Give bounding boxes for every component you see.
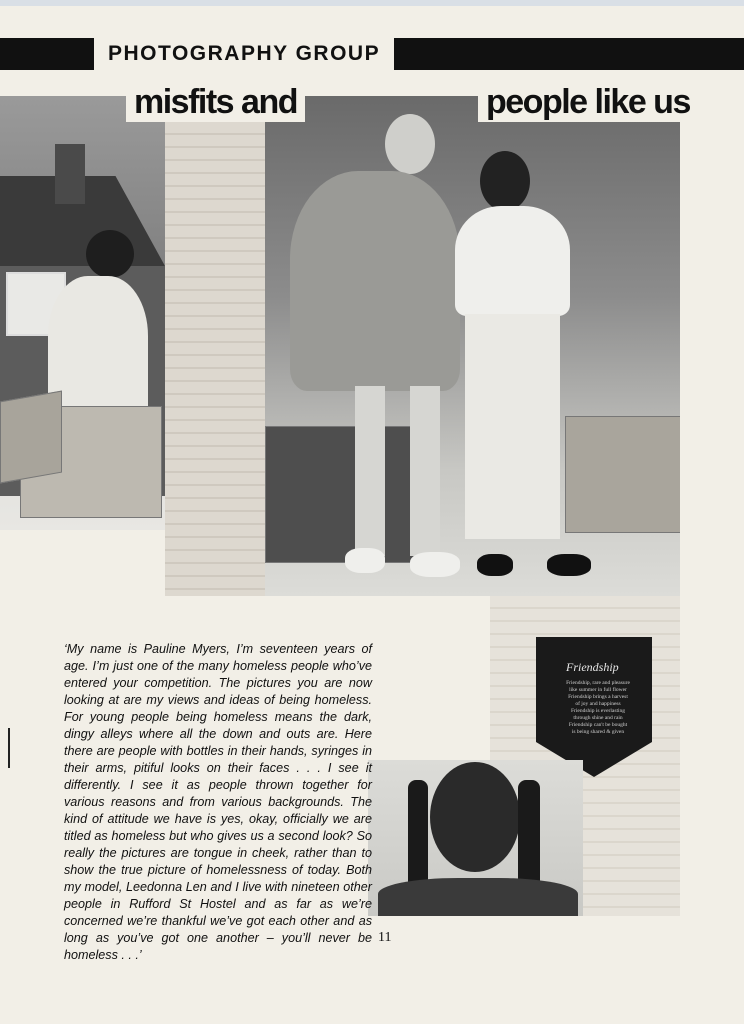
woman-shirt — [455, 206, 570, 316]
photographer-quote: ‘My name is Pauline Myers, I’m seventeen years of age. I’m just one of the many homeless people who’ve entered your competition. The pictures you are now looking at are my views and ideas of being homeless. For young people being homeless means the dark, dingy alleys where all the down and outs are. Here there are people with bottles in their hands, syringes in their arms, pitiful looks on their faces . . . I see it differently. I see it as people thrown together for various reasons and from various backgrounds. The kind of attitude we have is yes, okay, officially we are titled as homeless but who gives us a second look? So really the pictures are tongue in cheek, rather than to show the true picture of homelessness of today. Both my model, Leedonna Len and I live with nineteen other people in Rufford St Hostel and as far as we’re concerned we’re thankful we’ve got each other and as long as you’ve got one another – you’ll never be homeless . . .’ — [64, 642, 372, 962]
box-flap — [0, 391, 62, 484]
pennant-line: through shine and rain — [573, 715, 623, 721]
photo-house-box — [0, 96, 165, 530]
person-head — [86, 230, 134, 278]
woman-trousers — [465, 314, 560, 539]
woman-right-shoe — [547, 554, 591, 576]
section-header-label: PHOTOGRAPHY GROUP — [94, 38, 394, 70]
woman-left-shoe — [477, 554, 513, 576]
pennant-title: Friendship — [566, 660, 619, 674]
photo-two-people — [265, 96, 680, 596]
pennant-line: of joy and happiness — [575, 701, 621, 707]
pennant-line: Friendship brings a harvest — [568, 694, 628, 700]
person-body — [48, 276, 148, 426]
portrait-shoulders — [378, 878, 578, 916]
man-right-leg — [410, 386, 440, 556]
pennant-line: Friendship can't be bought — [568, 722, 628, 728]
chimney — [55, 144, 85, 204]
headline-left: misfits and — [126, 82, 305, 122]
pennant-line: Friendship, rare and pleasure — [566, 680, 630, 686]
headline-right: people like us — [478, 82, 698, 122]
page-number: 11 — [378, 930, 392, 945]
man-left-shoe — [345, 548, 385, 573]
pennant-verse — [552, 680, 644, 736]
woman-head — [480, 151, 530, 211]
bleed-through-text-left — [165, 96, 265, 596]
pennant-line: Friendship is everlasting — [570, 708, 626, 714]
top-rule — [0, 0, 744, 6]
photo-portrait — [368, 760, 583, 916]
dark-box — [265, 426, 417, 563]
man-head — [385, 114, 435, 174]
binding-mark — [8, 728, 10, 768]
man-left-leg — [355, 386, 385, 556]
portrait-head — [430, 762, 520, 872]
man-right-shoe — [410, 552, 460, 577]
pennant-line: is being shared & given — [571, 729, 625, 735]
man-jacket — [290, 171, 460, 391]
light-box — [565, 416, 680, 533]
pennant-line: like summer in full flower — [569, 687, 627, 693]
